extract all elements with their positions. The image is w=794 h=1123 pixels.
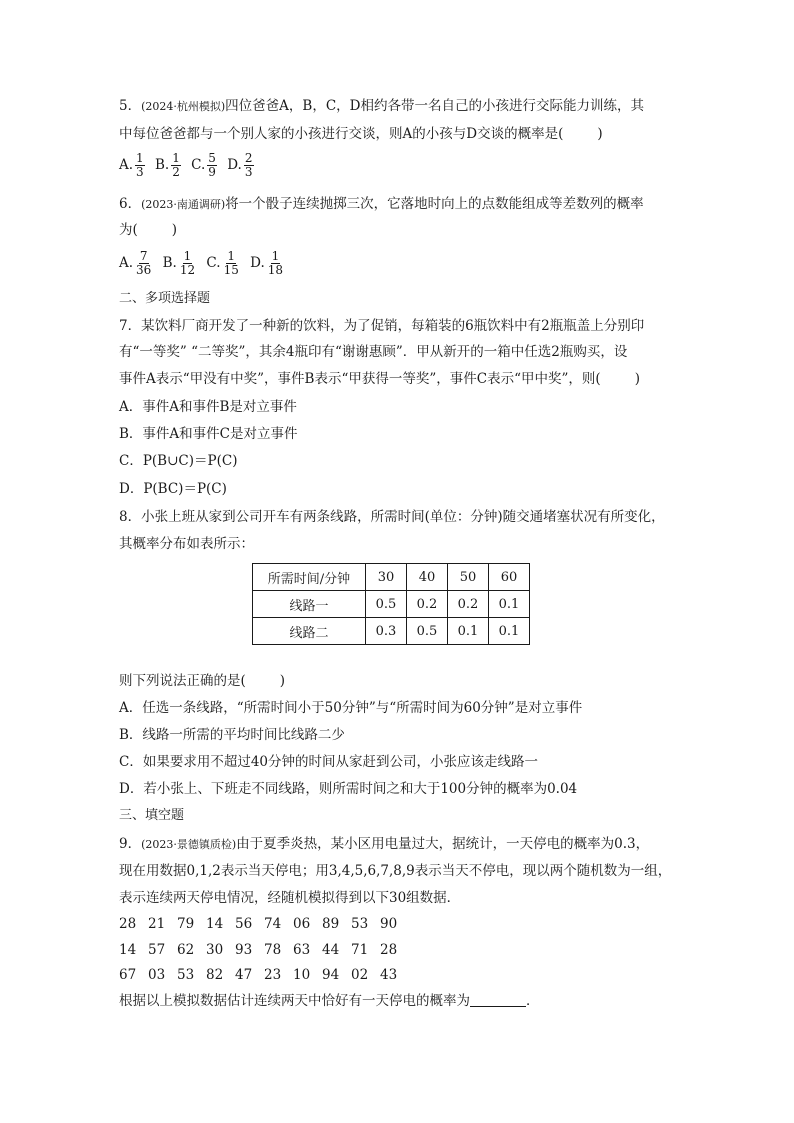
q6-options (119, 248, 290, 278)
random-number-row: 14 57 62 30 93 78 63 44 71 28 (119, 942, 398, 958)
q8-line2: 其概率分布如表所示： (119, 536, 254, 552)
table-cell: 0.1 (489, 591, 530, 618)
q6-option-d[interactable]: D. $\frac{1}{18}$ (250, 249, 284, 277)
table-cell: 40 (407, 564, 448, 591)
q6-option-a[interactable]: A. $\frac{7}{36}$ (119, 249, 152, 277)
q5-line2: 中每位爸爸都与一个别人家的小孩进行交谈，则A的小孩与D交谈的概率是( ) (119, 126, 603, 142)
table-header-row (253, 564, 530, 591)
q8-option-b[interactable]: B．线路一所需的平均时间比线路二少 (119, 727, 345, 743)
q9-source: (2023·景德镇质检) (141, 838, 237, 851)
q8-line1: 8．小张上班从家到公司开车有两条线路，所需时间(单位：分钟)随交通堵塞状况有所变化， (119, 509, 665, 525)
q6-line1: 6．(2023·南通调研)将一个骰子连续抛掷三次，它落地时向上的点数能组成等差数列的概率 (119, 196, 644, 212)
q5-option-d[interactable]: D. $\frac{2}{3}$ (227, 151, 253, 179)
table-cell: 60 (489, 564, 530, 591)
section-heading-fill-in: 三、填空题 (119, 808, 185, 823)
section-heading-multiple-choice: 二、多项选择题 (119, 291, 211, 306)
table-cell: 0.5 (366, 591, 407, 618)
q9-line1: 9．(2023·景德镇质检)由于夏季炎热，某小区用电量过大，据统计，一天停电的概率为0.3， (119, 836, 650, 852)
q6-source: (2023·南通调研) (141, 198, 226, 211)
table-cell: 0.5 (407, 618, 448, 645)
table-cell: 线路一 (253, 591, 366, 618)
q6-option-b[interactable]: B. $\frac{1}{12}$ (162, 249, 196, 277)
q7-line3: 事件A表示“甲没有中奖”，事件B表示“甲获得一等奖”，事件C表示“甲中奖”，则( ) (119, 371, 640, 387)
random-number-row: 67 03 53 82 47 23 10 94 02 43 (119, 967, 398, 983)
table-cell: 所需时间/分钟 (253, 564, 366, 591)
q5-option-a[interactable]: A. $\frac{1}{3}$ (119, 151, 144, 179)
q7-option-a[interactable]: A．事件A和事件B是对立事件 (119, 399, 297, 415)
table-cell: 0.1 (448, 618, 489, 645)
q5-line1: 5．(2024·杭州模拟)四位爸爸A，B，C，D相约各带一名自己的小孩进行交际能力训练，其 (119, 98, 644, 114)
q9-ask: 根据以上模拟数据估计连续两天中恰好有一天停电的概率为 ． (119, 993, 540, 1009)
q6-line2: 为( ) (119, 222, 178, 238)
q7-line2: 有“一等奖” “二等奖”，其余4瓶印有“谢谢惠顾”．甲从新开的一箱中任选2瓶购买，设 (119, 344, 628, 360)
answer-blank[interactable] (470, 992, 526, 1007)
table-cell: 线路二 (253, 618, 366, 645)
probability-distribution-table (252, 563, 530, 645)
table-cell: 0.2 (448, 591, 489, 618)
random-number-row: 28 21 79 14 56 74 06 89 53 90 (119, 916, 398, 932)
q5-option-b[interactable]: B. $\frac{1}{2}$ (154, 151, 180, 179)
table-cell: 30 (366, 564, 407, 591)
table-cell: 50 (448, 564, 489, 591)
q8-option-c[interactable]: C．如果要求用不超过40分钟的时间从家赶到公司，小张应该走线路一 (119, 754, 539, 770)
q8-option-d[interactable]: D．若小张上、下班走不同线路，则所需时间之和大于100分钟的概率为0.04 (119, 781, 578, 797)
q6-option-c[interactable]: C. $\frac{1}{15}$ (206, 249, 239, 277)
q7-line1: 7．某饮料厂商开发了一种新的饮料，为了促销，每箱装的6瓶饮料中有2瓶瓶盖上分别印 (119, 318, 645, 334)
q9-line2: 现在用数据0,1,2表示当天停电；用3,4,5,6,7,8,9表示当天不停电，现以两个随机数为一组， (119, 863, 672, 879)
q5-source: (2024·杭州模拟) (141, 100, 226, 113)
table-cell: 0.2 (407, 591, 448, 618)
q5-options (119, 150, 260, 180)
q7-option-b[interactable]: B．事件A和事件C是对立事件 (119, 426, 298, 442)
q7-option-d[interactable]: D．P(BC)＝P(C) (119, 481, 227, 497)
q5-option-c[interactable]: C. $\frac{5}{9}$ (191, 151, 216, 179)
table-cell: 0.1 (489, 618, 530, 645)
table-cell: 0.3 (366, 618, 407, 645)
table-row (253, 591, 530, 618)
q7-option-c[interactable]: C．P(B∪C)＝P(C) (119, 453, 238, 469)
q8-option-a[interactable]: A．任选一条线路，“所需时间小于50分钟”与“所需时间为60分钟”是对立事件 (119, 700, 583, 716)
table-row (253, 618, 530, 645)
q8-ask: 则下列说法正确的是( ) (119, 673, 286, 689)
q9-line3: 表示连续两天停电情况，经随机模拟得到以下30组数据． (119, 890, 461, 906)
